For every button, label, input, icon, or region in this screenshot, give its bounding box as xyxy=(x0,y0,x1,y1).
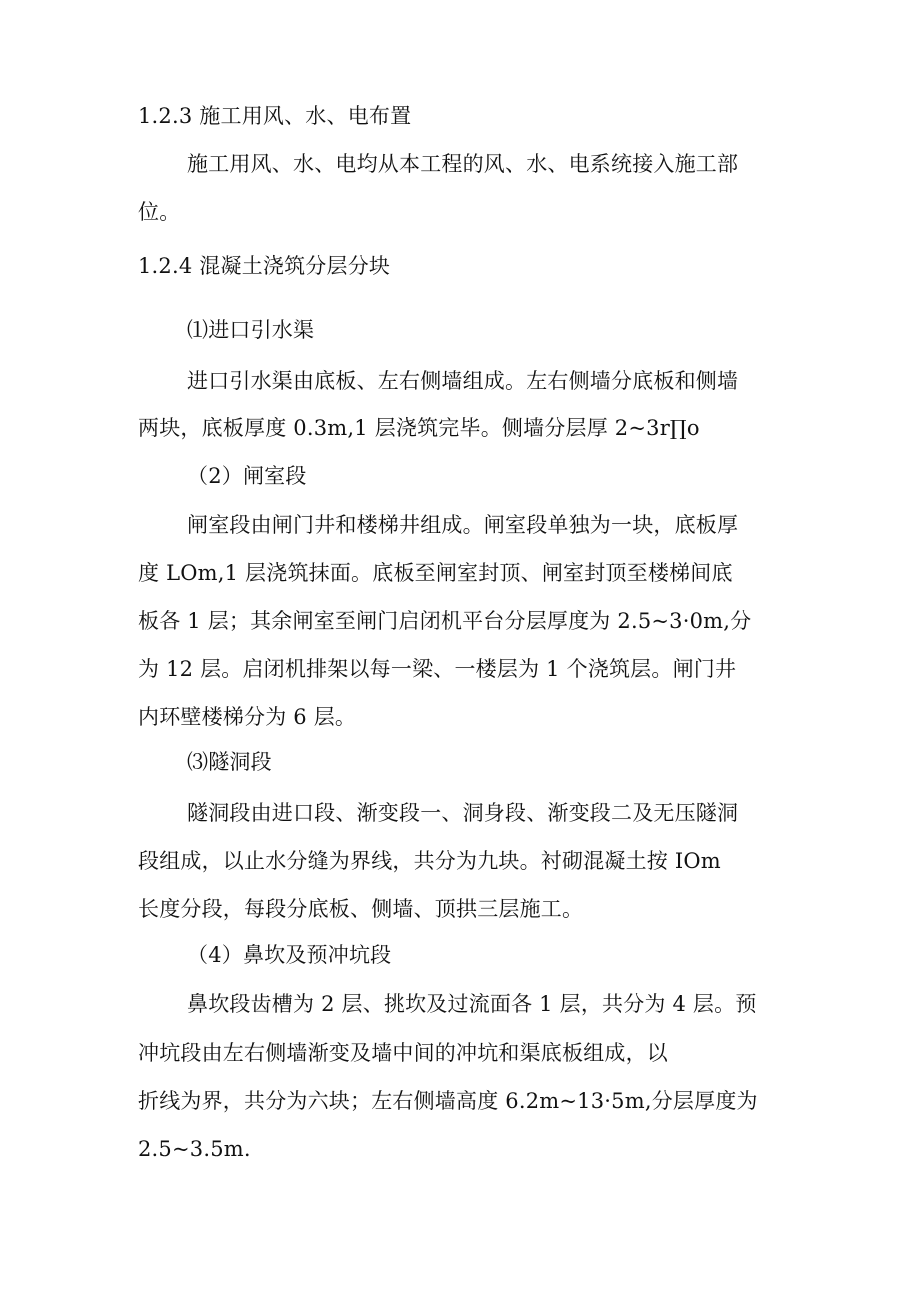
paragraph-line: 位。 xyxy=(138,200,181,224)
paragraph-line: 冲坑段由左右侧墙渐变及墙中间的冲坑和渠底板组成，以 xyxy=(138,1041,668,1065)
paragraph-line: 2.5~3.5m. xyxy=(138,1137,251,1161)
paragraph-line: 闸室段由闸门井和楼梯井组成。闸室段单独为一块，底板厚 xyxy=(187,513,739,537)
paragraph-line: 内环壁楼梯分为 6 层。 xyxy=(138,705,357,729)
item-title-inlet-channel: ⑴进口引水渠 xyxy=(187,318,315,342)
item-title-tunnel: ⑶隧洞段 xyxy=(187,750,272,774)
paragraph-line: 长度分段，每段分底板、侧墙、顶拱三层施工。 xyxy=(138,897,584,921)
section-heading-1-2-3: 1.2.3 施工用风、水、电布置 xyxy=(138,104,412,128)
paragraph-line: 施工用风、水、电均从本工程的风、水、电系统接入施工部 xyxy=(187,152,739,176)
item-title-flip-bucket: （4）鼻坎及预冲坑段 xyxy=(187,943,392,967)
paragraph-line: 板各 1 层；其余闸室至闸门启闭机平台分层厚度为 2.5~3·0m,分 xyxy=(138,609,752,633)
paragraph-line: 进口引水渠由底板、左右侧墙组成。左右侧墙分底板和侧墙 xyxy=(187,369,739,393)
paragraph-line: 两块，底板厚度 0.3m,1 层浇筑完毕。侧墙分层厚 2~3r∏o xyxy=(138,416,700,440)
section-heading-1-2-4: 1.2.4 混凝土浇筑分层分块 xyxy=(138,254,391,278)
paragraph-line: 段组成，以止水分缝为界线，共分为九块。衬砌混凝土按 IOm xyxy=(138,849,721,873)
paragraph-line: 鼻坎段齿槽为 2 层、挑坎及过流面各 1 层，共分为 4 层。预 xyxy=(187,992,757,1016)
item-title-gate-chamber: （2）闸室段 xyxy=(187,464,307,488)
paragraph-line: 为 12 层。启闭机排架以每一梁、一楼层为 1 个浇筑层。闸门井 xyxy=(138,657,737,681)
paragraph-line: 隧洞段由进口段、渐变段一、洞身段、渐变段二及无压隧洞 xyxy=(187,801,739,825)
paragraph-line: 度 LOm,1 层浇筑抹面。底板至闸室封顶、闸室封顶至楼梯间底 xyxy=(138,561,733,585)
paragraph-line: 折线为界，共分为六块；左右侧墙高度 6.2m~13·5m,分层厚度为 xyxy=(138,1089,758,1113)
